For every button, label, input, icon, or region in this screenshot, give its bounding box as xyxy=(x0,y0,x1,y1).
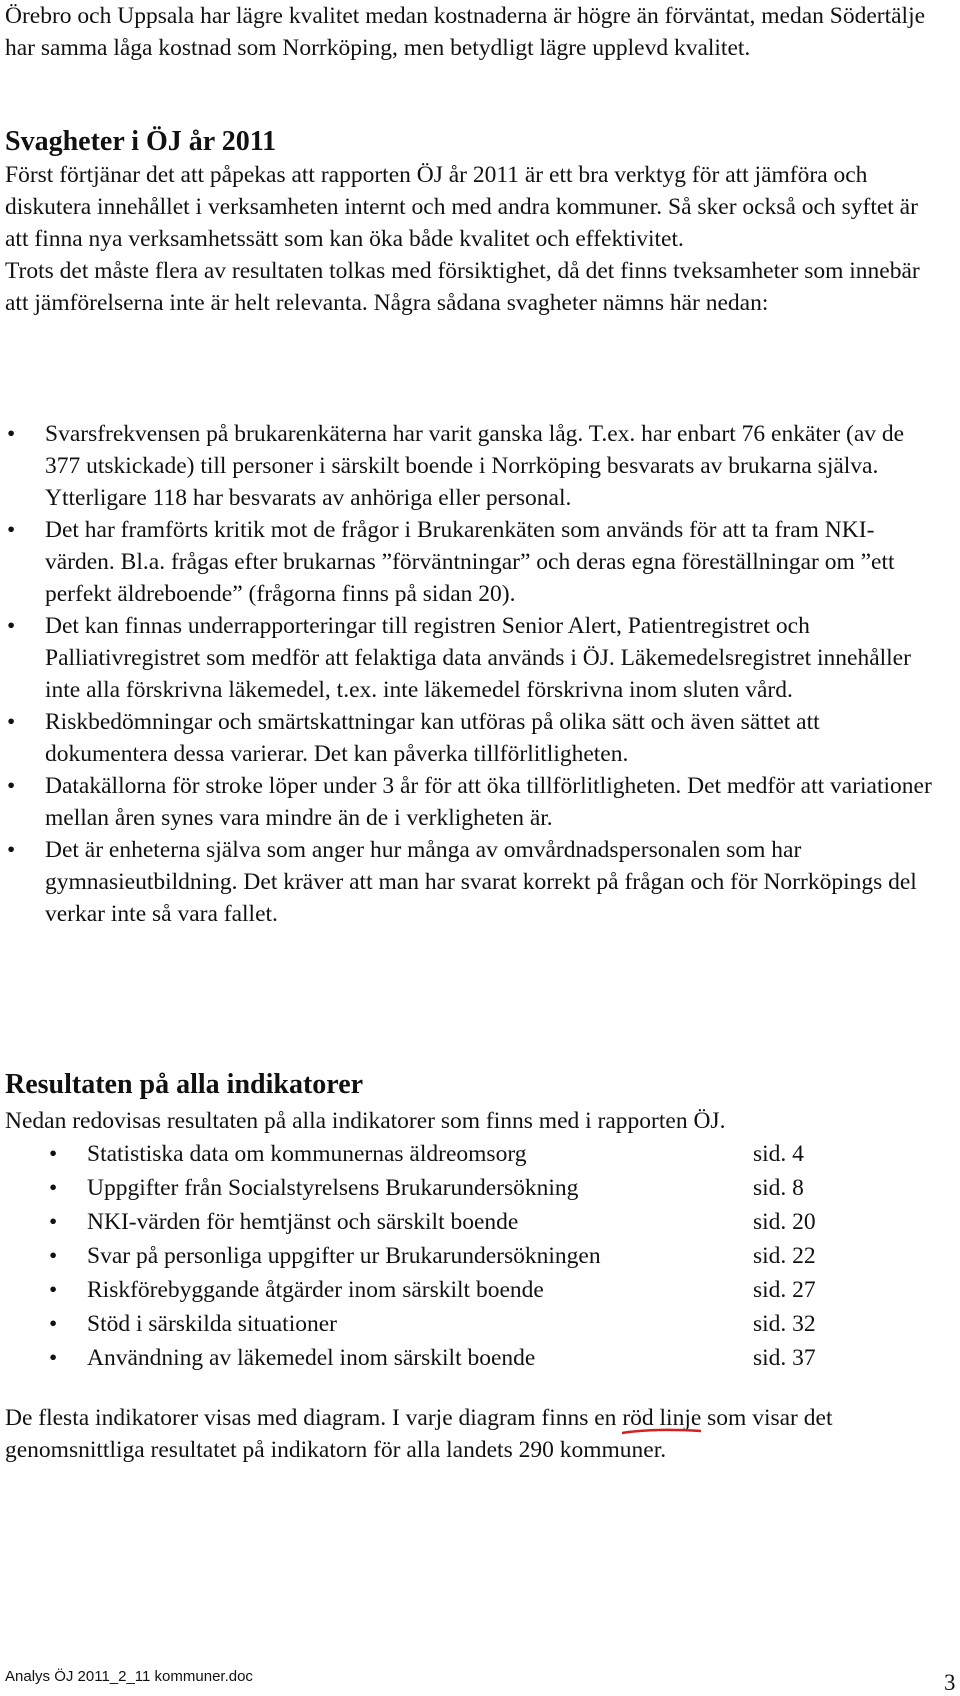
list-item xyxy=(5,418,940,514)
red-line-phrase xyxy=(622,1405,701,1431)
list-item xyxy=(5,1137,940,1171)
list-item-text: Det kan finnas underrapporteringar till registren Senior Alert, Patientregistret och Palliativregistret som medför att felaktiga data används i ÖJ. Läkemedelsregistret innehåller inte alla förskrivna läkemedel, t.ex. inte läkemedel förskrivna inom sluten vård. xyxy=(45,613,911,703)
bullet-icon: • xyxy=(7,421,16,447)
indicator-page-ref: sid. 8 xyxy=(753,1175,804,1201)
closing-text-end: som visar det genomsnittliga resultatet på indikatorn för alla landets 290 kommuner. xyxy=(5,1405,833,1463)
bullet-icon: • xyxy=(49,1345,58,1371)
bullet-icon: • xyxy=(49,1175,58,1201)
weaknesses-paragraph-2: Trots det måste flera av resultaten tolkas med försiktighet, då det finns tveksamheter som innebär att jämförelserna inte är helt relevanta. Några sådana svagheter nämns här nedan: xyxy=(5,258,920,316)
section-heading-weaknesses: Svagheter i ÖJ år 2011 xyxy=(5,126,277,157)
list-item xyxy=(5,1171,940,1205)
section-indicators xyxy=(5,1065,940,1375)
list-item xyxy=(5,1341,940,1375)
list-item-text: Riskbedömningar och smärtskattningar kan utföras på olika sätt och även sättet att dokumentera dessa varierar. Det kan påverka tillförlitligheten. xyxy=(45,709,820,767)
red-line-text: röd linje xyxy=(622,1405,702,1431)
bullet-icon: • xyxy=(49,1277,58,1303)
bullet-icon: • xyxy=(7,517,16,543)
list-item-text: Svarsfrekvensen på brukarenkäterna har varit ganska låg. T.ex. har enbart 76 enkäter (av de 377 utskickade) till personer i särskilt boende i Norrköping besvarats av brukarna själva. Ytterligare 118 har besvarats av anhöriga eller personal. xyxy=(45,421,905,511)
indicator-label: Stöd i särskilda situationer xyxy=(87,1311,337,1337)
section-heading-indicators: Resultaten på alla indikatorer xyxy=(5,1069,364,1100)
indicator-page-ref: sid. 32 xyxy=(753,1311,816,1337)
footer-filename: Analys ÖJ 2011_2_11 kommuner.doc xyxy=(5,1668,253,1685)
closing-paragraph xyxy=(5,1402,940,1466)
indicator-page-ref: sid. 37 xyxy=(753,1345,816,1371)
indicator-page-ref: sid. 20 xyxy=(753,1209,816,1235)
list-item-text: Det har framförts kritik mot de frågor i Brukarenkäten som används för att ta fram NKI-värden. Bl.a. frågas efter brukarnas ”förväntningar” och deras egna föreställningar om ”ett perfekt äldreboende” (frågorna finns på sidan 20). xyxy=(45,517,895,607)
bullet-icon: • xyxy=(49,1209,58,1235)
list-item xyxy=(5,610,940,706)
list-item xyxy=(5,514,940,610)
bullet-icon: • xyxy=(7,837,16,863)
indicator-list xyxy=(5,1137,940,1375)
list-item xyxy=(5,1205,940,1239)
list-item xyxy=(5,834,940,930)
indicator-label: Användning av läkemedel inom särskilt boende xyxy=(87,1345,536,1371)
bullet-icon: • xyxy=(7,613,16,639)
list-item xyxy=(5,770,940,834)
list-item-text: Datakällorna för stroke löper under 3 år för att öka tillförlitligheten. Det medför att variationer mellan åren synes vara mindre än de i verkligheten är. xyxy=(45,773,932,831)
bullet-icon: • xyxy=(49,1243,58,1269)
list-item xyxy=(5,1273,940,1307)
indicator-page-ref: sid. 4 xyxy=(753,1141,804,1167)
section-weaknesses xyxy=(5,125,940,319)
list-item xyxy=(5,1239,940,1273)
indicators-intro: Nedan redovisas resultaten på alla indikatorer som finns med i rapporten ÖJ. xyxy=(5,1108,726,1134)
page-number: 3 xyxy=(944,1670,956,1695)
indicator-page-ref: sid. 27 xyxy=(753,1277,816,1303)
bullet-icon: • xyxy=(49,1141,58,1167)
closing-text-start: De flesta indikatorer visas med diagram. I varje diagram finns en xyxy=(5,1405,623,1431)
indicator-label: Svar på personliga uppgifter ur Brukarundersökningen xyxy=(87,1243,601,1269)
indicator-label: Statistiska data om kommunernas äldreomsorg xyxy=(87,1141,527,1167)
bullet-icon: • xyxy=(7,773,16,799)
indicator-label: Uppgifter från Socialstyrelsens Brukarundersökning xyxy=(87,1175,579,1201)
indicator-label: Riskförebyggande åtgärder inom särskilt boende xyxy=(87,1277,544,1303)
list-item xyxy=(5,706,940,770)
weaknesses-bullet-list xyxy=(5,418,940,930)
red-underline-mark xyxy=(622,1427,701,1435)
indicator-label: NKI-värden för hemtjänst och särskilt boende xyxy=(87,1209,519,1235)
bullet-icon: • xyxy=(49,1311,58,1337)
list-item xyxy=(5,1307,940,1341)
lead-paragraph: Örebro och Uppsala har lägre kvalitet medan kostnaderna är högre än förväntat, medan Södertälje har samma låga kostnad som Norrköping, men betydligt lägre upplevd kvalitet. xyxy=(5,3,926,61)
weaknesses-paragraph-1: Först förtjänar det att påpekas att rapporten ÖJ år 2011 är ett bra verktyg för att jämföra och diskutera innehållet i verksamheten internt och med andra kommuner. Så sker också och syftet är att finna nya verksamhetssätt som kan öka både kvalitet och effektivitet. xyxy=(5,162,918,252)
indicator-page-ref: sid. 22 xyxy=(753,1243,816,1269)
list-item-text: Det är enheterna själva som anger hur många av omvårdnadspersonalen som har gymnasieutbildning. Det kräver att man har svarat korrekt på frågan och för Norrköpings del verkar inte så vara fallet. xyxy=(45,837,917,927)
bullet-icon: • xyxy=(7,709,16,735)
